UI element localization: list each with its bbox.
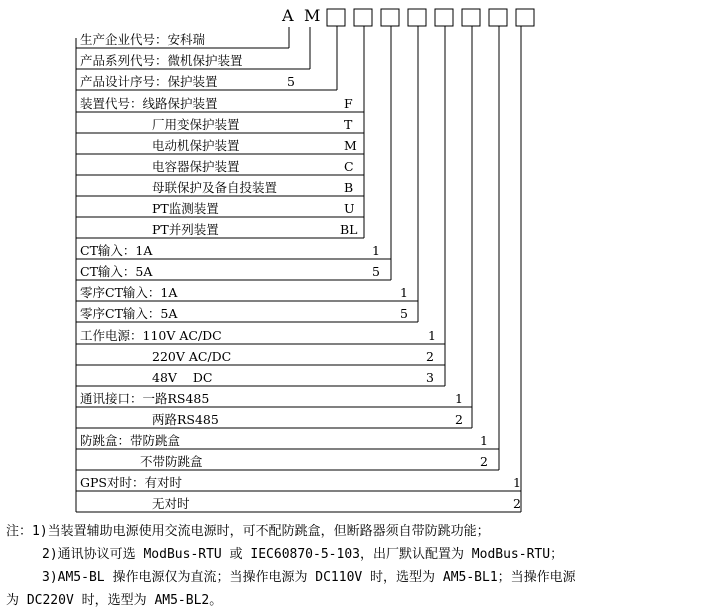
option-label: PT并列装置 — [152, 222, 219, 237]
option-code: 3 — [426, 370, 434, 385]
option-code: 2 — [426, 349, 434, 364]
option-label: 通讯接口：一路RS485 — [80, 391, 210, 406]
note-3: 3)AM5-BL 操作电源仅为直流；当操作电源为 DC110V 时，选型为 AM5-BL1；当操作电源 — [42, 570, 576, 585]
option-code: 1 — [372, 243, 380, 258]
option-code: 1 — [400, 285, 408, 300]
code-box-4 — [408, 9, 426, 26]
note-2: 2)通讯协议可选 ModBus-RTU 或 IEC60870-5-103，出厂默认配置为 ModBus-RTU； — [42, 547, 564, 562]
option-code: 1 — [428, 328, 436, 343]
option-code: F — [344, 96, 353, 111]
option-label: CT输入：1A — [80, 243, 153, 258]
note-1: 注：1)当装置辅助电源使用交流电源时，可不配防跳盒，但断路器须自带防跳功能； — [6, 524, 490, 539]
code-box-2 — [354, 9, 372, 26]
option-label: 防跳盒：带防跳盒 — [80, 433, 181, 448]
option-label: CT输入：5A — [80, 264, 153, 279]
option-label: 电动机保护装置 — [152, 138, 240, 153]
option-label: 两路RS485 — [152, 412, 219, 427]
code-box-5 — [435, 9, 453, 26]
option-code: B — [344, 180, 354, 195]
code-prefix-a: A — [282, 6, 294, 25]
option-code: 1 — [480, 433, 488, 448]
option-label: PT监测装置 — [152, 201, 219, 216]
option-code: U — [344, 201, 355, 216]
option-code: 2 — [513, 496, 521, 511]
option-code: 5 — [372, 264, 380, 279]
option-label: 零序CT输入：5A — [80, 306, 178, 321]
code-box-8 — [516, 9, 534, 26]
option-label: 装置代号：线路保护装置 — [80, 96, 218, 111]
option-label: 无对时 — [152, 496, 190, 511]
option-label: 电容器保护装置 — [152, 159, 240, 174]
option-label: 产品系列代号：微机保护装置 — [80, 53, 243, 68]
option-code: 1 — [513, 475, 521, 490]
option-label: 48V DC — [152, 370, 213, 385]
option-label: 厂用变保护装置 — [152, 117, 240, 132]
option-label: 零序CT输入：1A — [80, 285, 178, 300]
option-code: 2 — [480, 454, 488, 469]
option-label: 母联保护及备自投装置 — [152, 180, 278, 195]
option-code: 5 — [400, 306, 408, 321]
option-label: 不带防跳盒 — [140, 454, 203, 469]
option-code: C — [344, 159, 354, 174]
code-box-3 — [381, 9, 399, 26]
option-code: 2 — [455, 412, 463, 427]
option-label: 工作电源：110V AC/DC — [80, 328, 222, 343]
option-code: BL — [340, 222, 358, 237]
code-box-7 — [489, 9, 507, 26]
option-label: 220V AC/DC — [152, 349, 232, 364]
option-code: T — [344, 117, 353, 132]
code-box-6 — [462, 9, 480, 26]
code-box-1 — [327, 9, 345, 26]
option-label: 生产企业代号：安科瑞 — [80, 32, 206, 47]
notes-section — [6, 520, 718, 612]
option-code: 1 — [455, 391, 463, 406]
code-prefix-m: M — [304, 6, 321, 25]
option-code: 5 — [287, 74, 295, 89]
note-4: 为 DC220V 时，选型为 AM5-BL2。 — [6, 593, 223, 608]
option-label: 产品设计序号：保护装置 — [80, 74, 218, 89]
option-code: M — [344, 138, 357, 153]
option-label: GPS对时：有对时 — [80, 475, 182, 490]
